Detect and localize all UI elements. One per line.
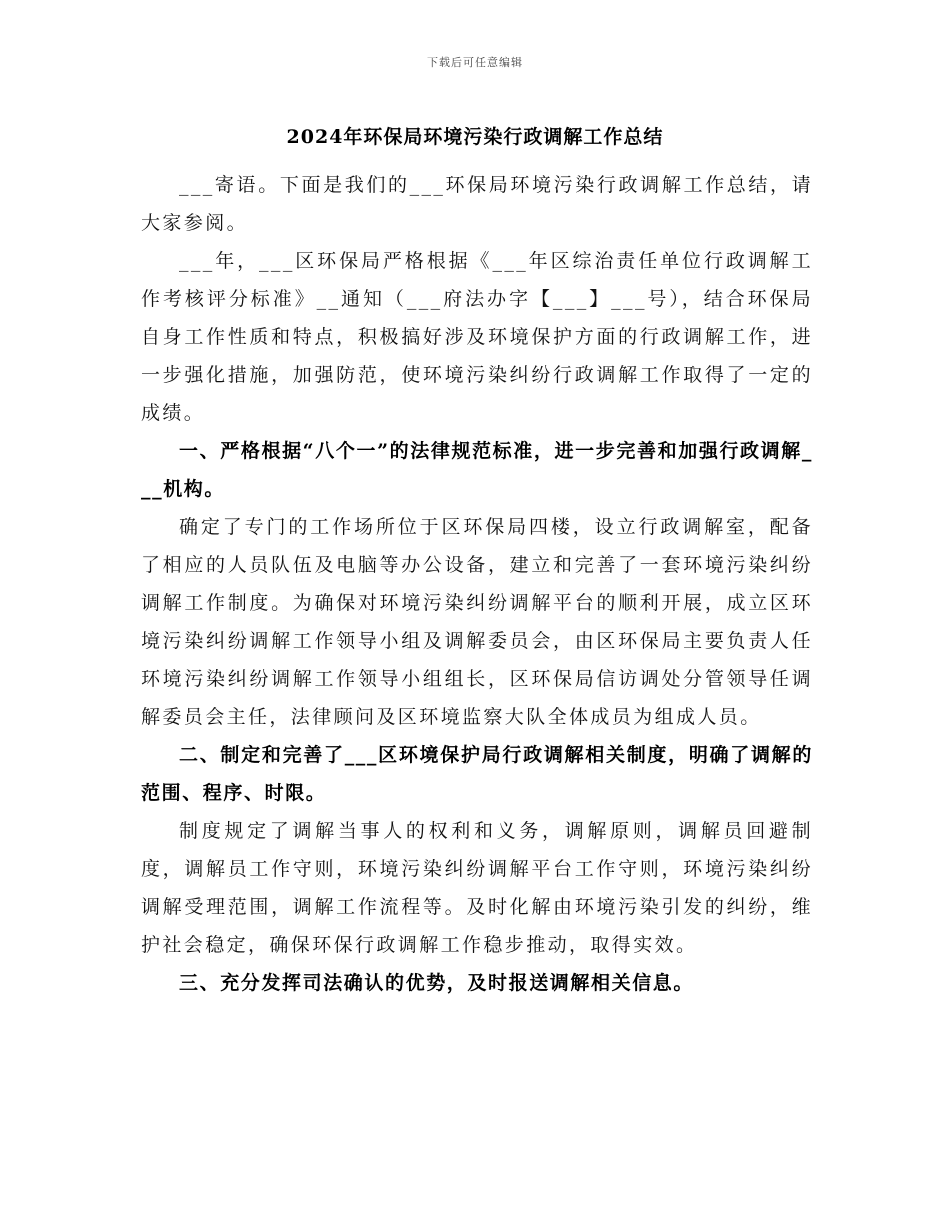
- section-heading-1: 一、严格根据“八个一”的法律规范标准，进一步完善和加强行政调解___机构。: [141, 440, 813, 500]
- section-1-paragraph: 确定了专门的工作场所位于区环保局四楼，设立行政调解室，配备了相应的人员队伍及电脑等办公设备，建立和完善了一套环境污染纠纷调解工作制度。为确保对环境污染纠纷调解平台的顺利开展，成立区环境污染纠纷调解工作领导小组及调解委员会，由区环保局主要负责人任环境污染纠纷调解工作领导小组组长，区环保局信访调处分管领导任调解委员会主任，法律顾问及区环境监察大队全体成员为组成人员。: [141, 516, 813, 728]
- section-heading-2: 二、制定和完善了___区环境保护局行政调解相关制度，明确了调解的范围、程序、时限。: [141, 744, 813, 804]
- intro-paragraph: ___寄语。下面是我们的___环保局环境污染行政调解工作总结，请大家参阅。: [141, 174, 813, 234]
- document-title: 2024年环保局环境污染行政调解工作总结: [286, 126, 664, 148]
- document-body: [141, 166, 813, 1002]
- background-paragraph: ___年，___区环保局严格根据《___年区综治责任单位行政调解工作考核评分标准》__通知（___府法办字【___】___号），结合环保局自身工作性质和特点，积极搞好涉及环境保护方面的行政调解工作，进一步强化措施，加强防范，使环境污染纠纷行政调解工作取得了一定的成绩。: [141, 250, 813, 424]
- section-heading-3: 三、充分发挥司法确认的优势，及时报送调解相关信息。: [179, 972, 695, 994]
- header-note: 下载后可任意编辑: [427, 56, 523, 69]
- section-2-paragraph: 制度规定了调解当事人的权利和义务，调解原则，调解员回避制度，调解员工作守则，环境污染纠纷调解平台工作守则，环境污染纠纷调解受理范围，调解工作流程等。及时化解由环境污染引发的纠纷，维护社会稳定，确保环保行政调解工作稳步推动，取得实效。: [141, 820, 813, 956]
